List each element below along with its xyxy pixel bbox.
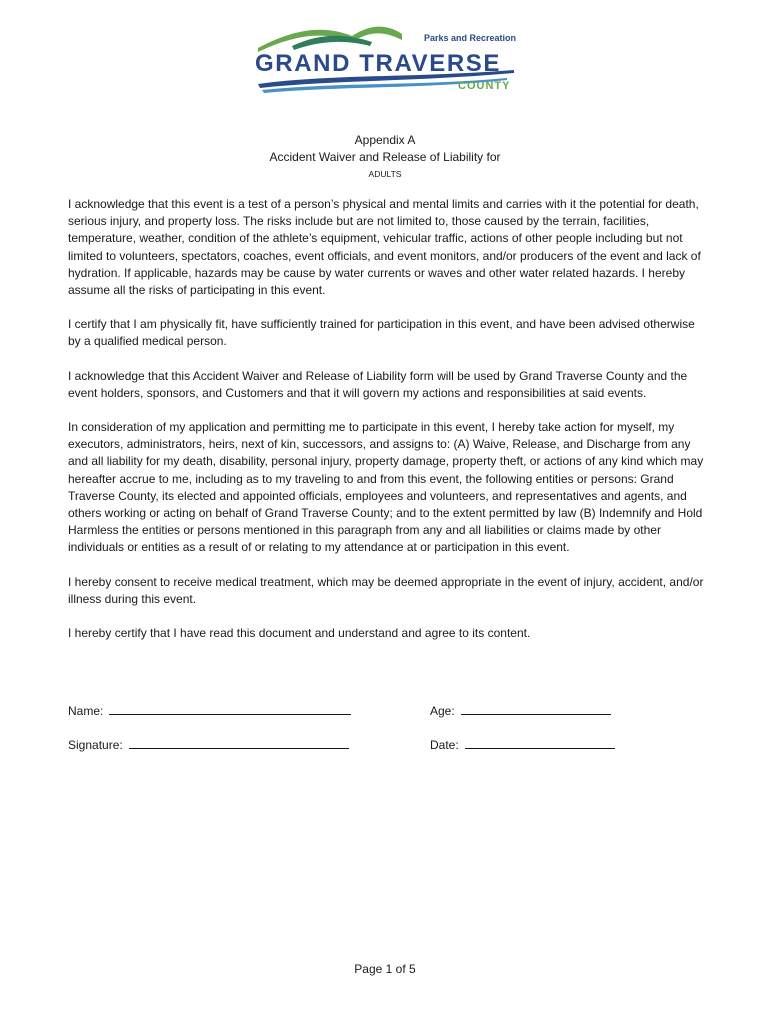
age-input-line[interactable] [461,703,611,715]
paragraph-usage: I acknowledge that this Accident Waiver and Release of Liability form will be used by Grand Traverse County and the event holders, sponsors, and Customers and that it will govern my actions and responsibilities at said events. [68,368,688,400]
waiver-body [68,196,708,659]
paragraph-medical: I hereby consent to receive medical treatment, which may be deemed appropriate in the event of injury, accident, and/or illness during this event. [68,574,704,606]
paragraph-risks: I acknowledge that this event is a test of a person’s physical and mental limits and carries with it the potential for death, serious injury, and property loss. The risks include but are not limited to, those caused by the terrain, facilities, temperature, weather, condition of the athlete’s equipment, vehicular traffic, actions of other people including but not limited to volunteers, spectators, coaches, event officials, and event monitors, and/or producers of the event and lack of hydration. If applicable, hazards may be cause by water currents or waves and other water related hazards. I hereby assume all the risks of participating in this event. [68,197,701,298]
page-number: Page 1 of 5 [354,962,416,976]
page-subtitle: ADULTS [368,169,402,179]
name-label: Name: [68,704,104,718]
date-input-line[interactable] [465,737,615,749]
paragraph-certify: I hereby certify that I have read this document and understand and agree to its content. [68,626,531,641]
paragraph-fitness: I certify that I am physically fit, have sufficiently trained for participation in this event, and have been advised otherwise by a qualified medical person. [68,317,695,349]
appendix-heading: Appendix A [354,133,416,147]
logo-parks-text: Parks and Recreation [424,33,517,43]
date-label: Date: [430,738,459,752]
signature-field [68,737,349,752]
logo-county-text: COUNTY [458,80,511,92]
grand-traverse-logo [252,18,522,98]
name-input-line[interactable] [109,703,351,715]
page-title: Accident Waiver and Release of Liability for [269,150,501,164]
age-label: Age: [430,704,455,718]
logo-name-text: GRAND TRAVERSE [255,50,501,77]
age-field [430,703,611,718]
name-field [68,703,351,718]
paragraph-release: In consideration of my application and permitting me to participate in this event, I hereby take action for myself, my executors, administrators, heirs, next of kin, successors, and assigns to: (A) Waive, Release, and Discharge from any and all liability for my death, disability, personal injury, property damage, property theft, or actions of any kind which may hereafter accrue to me, including as to my traveling to and from this event, the following entities or persons: Grand Traverse County, its elected and appointed officials, employees and volunteers, and representatives and agents, and others working or acting on behalf of Grand Traverse County; and to the extent permitted by law (B) Indemnify and Hold Harmless the entities or persons mentioned in this paragraph from any and all liabilities or claims made by other individuals or entities as a result of or relating to my attendance at or participation in this event. [68,420,704,555]
date-field [430,737,615,752]
title-block [0,132,770,183]
signature-label: Signature: [68,738,123,752]
signature-input-line[interactable] [129,737,349,749]
